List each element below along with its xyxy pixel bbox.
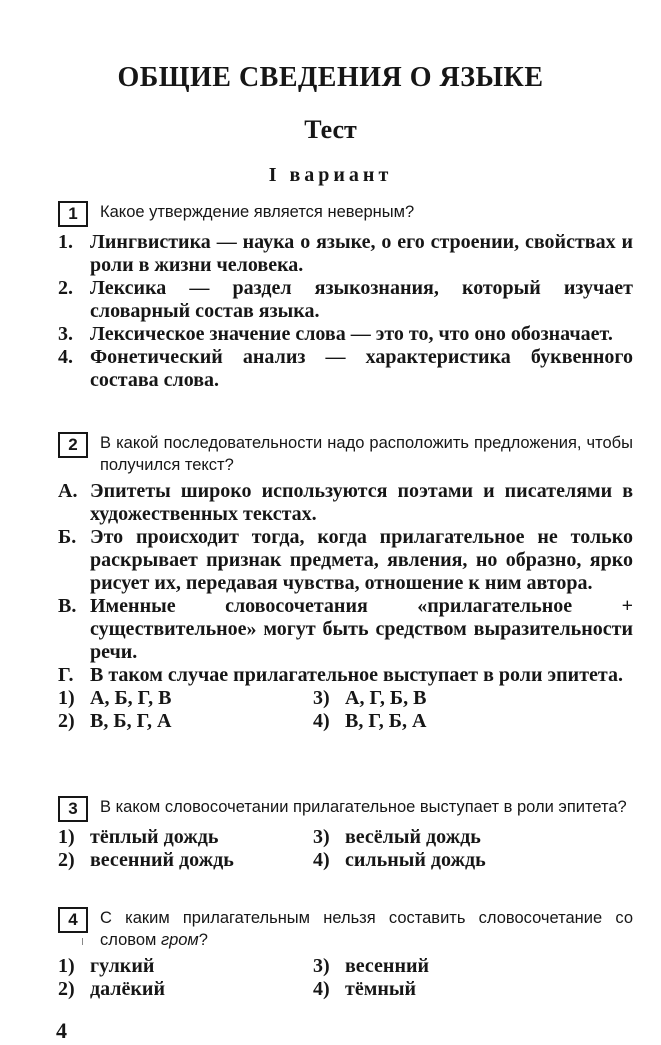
answer-option: 3) весенний — [313, 955, 430, 977]
print-mark — [82, 938, 83, 945]
sentence-item: Б. Это происходит тогда, когда прилагательное не только раскрывает признак предмета, явления, но образно, ярко рисует их, передавая чувства, отношение к ним автора. — [58, 526, 633, 594]
question-prompt: Какое утверждение является неверным? — [100, 203, 415, 221]
sentence-item: А. Эпитеты широко используются поэтами и писателями в художественных текстах. — [58, 480, 633, 525]
answer-option: 4) тёмный — [313, 978, 416, 1000]
sentence-item: В. Именные словосочетания «прилагательное + существительное» могут быть средством выразительности речи. — [58, 595, 633, 663]
answer-option: 1) гулкий — [58, 955, 155, 977]
sentence-item: Г. В таком случае прилагательное выступает в роли эпитета. — [58, 664, 623, 686]
question-4 — [58, 907, 633, 1001]
question-3 — [58, 796, 633, 872]
question-number-box: 4 — [58, 907, 88, 933]
question-number-box: 3 — [58, 796, 88, 822]
answer-option: 4) В, Г, Б, А — [313, 710, 427, 732]
question-prompt: В каком словосочетании прилагательное выступает в роли эпитета? — [100, 798, 627, 816]
answer-option: 4) сильный дождь — [313, 849, 486, 871]
answer-options — [58, 687, 633, 733]
answer-option: 1) А, Б, Г, В — [58, 687, 172, 709]
question-prompt: С каким прилагательным нельзя составить словосочетание со словом гром? — [100, 909, 633, 949]
answer-option: 2) весенний дождь — [58, 849, 234, 871]
statement-item: 4. Фонетический анализ — характеристика буквенного состава слова. — [58, 346, 633, 391]
answer-options — [58, 826, 633, 872]
statement-item: 1. Лингвистика — наука о языке, о его строении, свойствах и роли в жизни человека. — [58, 231, 633, 276]
question-1 — [58, 201, 633, 392]
chapter-title: ОБЩИЕ СВЕДЕНИЯ О ЯЗЫКЕ — [117, 62, 544, 93]
statement-item: 3. Лексическое значение слова — это то, что оно обозначает. — [58, 323, 613, 345]
answer-option: 3) весёлый дождь — [313, 826, 481, 848]
question-number-box: 1 — [58, 201, 88, 227]
answer-option: 2) далёкий — [58, 978, 165, 1000]
variant-label: I вариант — [268, 164, 393, 186]
answer-options — [58, 955, 633, 1001]
answer-option: 2) В, Б, Г, А — [58, 710, 172, 732]
question-prompt: В какой последовательности надо расположить предложения, чтобы получился текст? — [100, 434, 633, 474]
page-number: 4 — [56, 1018, 67, 1043]
answer-option: 1) тёплый дождь — [58, 826, 219, 848]
test-title: Тест — [304, 115, 357, 144]
question-2 — [58, 432, 633, 733]
statement-item: 2. Лексика — раздел языкознания, который изучает словарный состав языка. — [58, 277, 633, 322]
question-number-box: 2 — [58, 432, 88, 458]
answer-option: 3) А, Г, Б, В — [313, 687, 427, 709]
